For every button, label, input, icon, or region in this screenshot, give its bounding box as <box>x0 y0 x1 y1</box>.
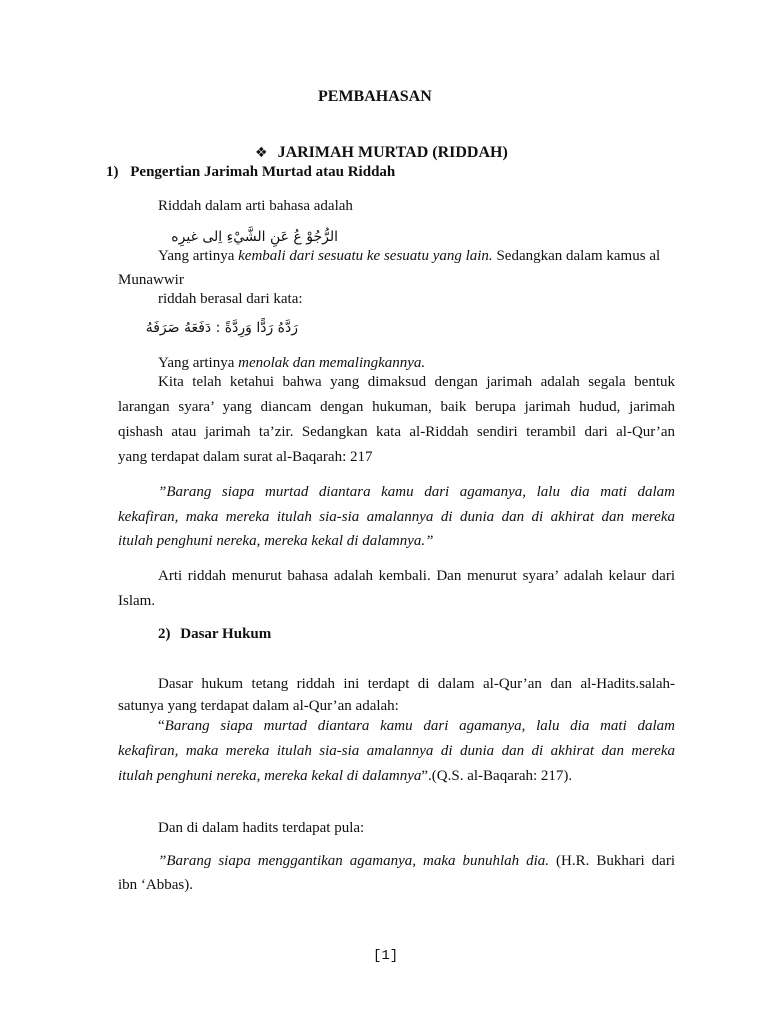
italic-span: kembali dari sesuatu ke sesuatu yang lain. <box>238 248 493 264</box>
paragraph-berasal: riddah berasal dari kata: <box>158 291 303 307</box>
quote-line <box>158 718 675 735</box>
paragraph-artinya-2 <box>158 355 425 372</box>
text-span: Yang artinya <box>158 248 239 264</box>
subheading-1-label: Pengertian Jarimah Murtad atau Riddah <box>130 164 396 180</box>
quote-text: Barang siapa murtad diantara kamu dari agamanya, lalu dia mati dalam <box>164 718 675 734</box>
quote-text: itulah penghuni nereka, mereka kekal di dalamnya <box>118 768 422 784</box>
paragraph-line: Kita telah ketahui bahwa yang dimaksud dengan jarimah adalah segala bentuk <box>158 374 675 390</box>
page-title: PEMBAHASAN <box>318 88 432 105</box>
paragraph-line: larangan syara’ yang diancam dengan hukuman, baik berupa jarimah hudud, jarimah <box>118 399 675 415</box>
quote-line: kekafiran, maka mereka itulah sia-sia amalannya di dunia dan di akhirat dan mereka <box>118 743 675 759</box>
paragraph-line: qishash atau jarimah ta’zir. Sedangkan kata al-Riddah sendiri terambil dari al-Qur’an <box>118 424 675 440</box>
subheading-1-number: 1) <box>106 164 119 180</box>
paragraph-artinya-1 <box>158 248 660 265</box>
paragraph-line: satunya yang terdapat dalam al-Qur’an adalah: <box>118 698 399 714</box>
arabic-text-2: رَدَّهُ رَدًّا وَرِدَّةً : دَفَعَهُ صَرَفَهُ <box>145 320 298 336</box>
section-heading-text: JARIMAH MURTAD (RIDDAH) <box>277 144 508 161</box>
quote-line <box>158 853 675 870</box>
quote-line: ibn ‘Abbas). <box>118 877 193 893</box>
quote-line: ”Barang siapa murtad diantara kamu dari agamanya, lalu dia mati dalam <box>158 484 675 500</box>
subheading-2-number: 2) <box>158 626 171 642</box>
text-span: Yang artinya <box>158 355 239 371</box>
section-heading <box>255 144 508 162</box>
quote-text: ”Barang siapa menggantikan agamanya, maka bunuhlah dia. <box>158 853 550 869</box>
paragraph-line: Islam. <box>118 593 156 609</box>
quote-line: itulah penghuni nereka, mereka kekal di dalamnya.” <box>118 533 434 549</box>
paragraph-hadits-intro: Dan di dalam hadits terdapat pula: <box>158 820 365 836</box>
paragraph-riddah-bahasa: Riddah dalam arti bahasa adalah <box>158 198 353 214</box>
paragraph-artinya-1-line2: Munawwir <box>118 272 184 288</box>
subheading-1 <box>106 164 395 181</box>
subheading-2-label: Dasar Hukum <box>180 626 272 642</box>
quote-open-mark: “ <box>158 718 165 734</box>
italic-span: menolak dan memalingkannya. <box>238 355 426 371</box>
arabic-text-1: الرُّجُوْ عُ عَنِ الشَّيْءِ اِلى غيرِه <box>171 229 338 245</box>
paragraph-line: Arti riddah menurut bahasa adalah kembali. Dan menurut syara’ adalah kelaur dari <box>158 568 675 584</box>
quote-citation: ”.(Q.S. al-Baqarah: 217). <box>421 768 573 784</box>
diamond-bullet-icon: ❖ <box>255 145 268 161</box>
quote-line: kekafiran, maka mereka itulah sia-sia amalannya di dunia dan di akhirat dan mereka <box>118 509 675 525</box>
paragraph-line: Dasar hukum tetang riddah ini terdapt di dalam al-Qur’an dan al-Hadits.salah- <box>158 676 675 692</box>
subheading-2 <box>158 626 271 643</box>
text-span: Sedangkan dalam kamus al <box>492 248 661 264</box>
paragraph-line: yang terdapat dalam surat al-Baqarah: 217 <box>118 449 373 465</box>
quote-line <box>118 768 572 785</box>
page-number: [1] <box>373 948 399 964</box>
quote-citation: (H.R. Bukhari dari <box>549 853 675 869</box>
